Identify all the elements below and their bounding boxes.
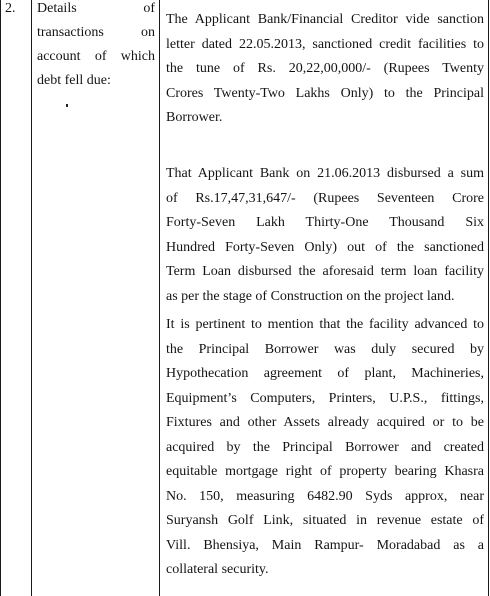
paragraph-line: acquired by the Principal Borrower and created xyxy=(166,439,484,455)
paragraph-line: as per the stage of Construction on the project land. xyxy=(166,288,455,304)
row-number: 2. xyxy=(5,1,16,16)
paragraph-line: collateral security. xyxy=(166,562,269,577)
table-border-left xyxy=(0,0,1,596)
paragraph-disbursement xyxy=(166,162,484,309)
paragraph-security xyxy=(166,313,484,583)
row-label-line: account of which xyxy=(37,49,155,64)
paragraph-line: Fixtures and other Assets already acquired or to be xyxy=(166,415,484,430)
table-border-num xyxy=(31,0,32,596)
paragraph-sanction xyxy=(166,8,484,131)
paragraph-line: the Principal Borrower was duly secured by xyxy=(166,341,484,357)
paragraph-line: Equipment’s Computers, Printers, U.P.S., fittings, xyxy=(166,390,484,406)
paragraph-line: Term Loan disbursed the aforesaid term loan facility xyxy=(166,264,484,279)
paragraph-line: of Rs.17,47,31,647/- (Rupees Seventeen Crore xyxy=(166,190,484,206)
paragraph-line: letter dated 22.05.2013, sanctioned credit facilities to xyxy=(166,36,484,52)
paragraph-line: the tune of Rs. 20,22,00,000/- (Rupees Twenty xyxy=(166,61,484,76)
row-label xyxy=(37,0,155,93)
paragraph-line: Borrower. xyxy=(166,110,223,125)
stray-mark xyxy=(66,104,68,107)
paragraph-line: It is pertinent to mention that the facility advanced to xyxy=(166,317,484,332)
table-border-right xyxy=(488,0,489,596)
paragraph-line: Suryansh Golf Link, situated in revenue estate of xyxy=(166,513,484,528)
paragraph-line: The Applicant Bank/Financial Creditor vide sanction xyxy=(166,12,484,27)
paragraph-line: That Applicant Bank on 21.06.2013 disbursed a sum xyxy=(166,166,484,181)
paragraph-line: equitable mortgage right of property bearing Khasra xyxy=(166,464,484,479)
row-label-line: debt fell due: xyxy=(37,73,111,88)
table-border-label xyxy=(159,0,160,596)
paragraph-line: Forty-Seven Lakh Thirty-One Thousand Six xyxy=(166,215,484,230)
paragraph-line: Vill. Bhensiya, Main Rampur- Moradabad as a xyxy=(166,537,484,553)
paragraph-line: No. 150, measuring 6482.90 Syds approx, near xyxy=(166,488,484,504)
paragraph-line: Hypothecation agreement of plant, Machineries, xyxy=(166,366,484,381)
row-label-line: Details of xyxy=(37,1,155,16)
paragraph-line: Hundred Forty-Seven Only) out of the sanctioned xyxy=(166,239,484,255)
paragraph-line: Crores Twenty-Two Lakhs Only) to the Principal xyxy=(166,85,484,101)
row-label-line: transactions on xyxy=(37,25,155,40)
